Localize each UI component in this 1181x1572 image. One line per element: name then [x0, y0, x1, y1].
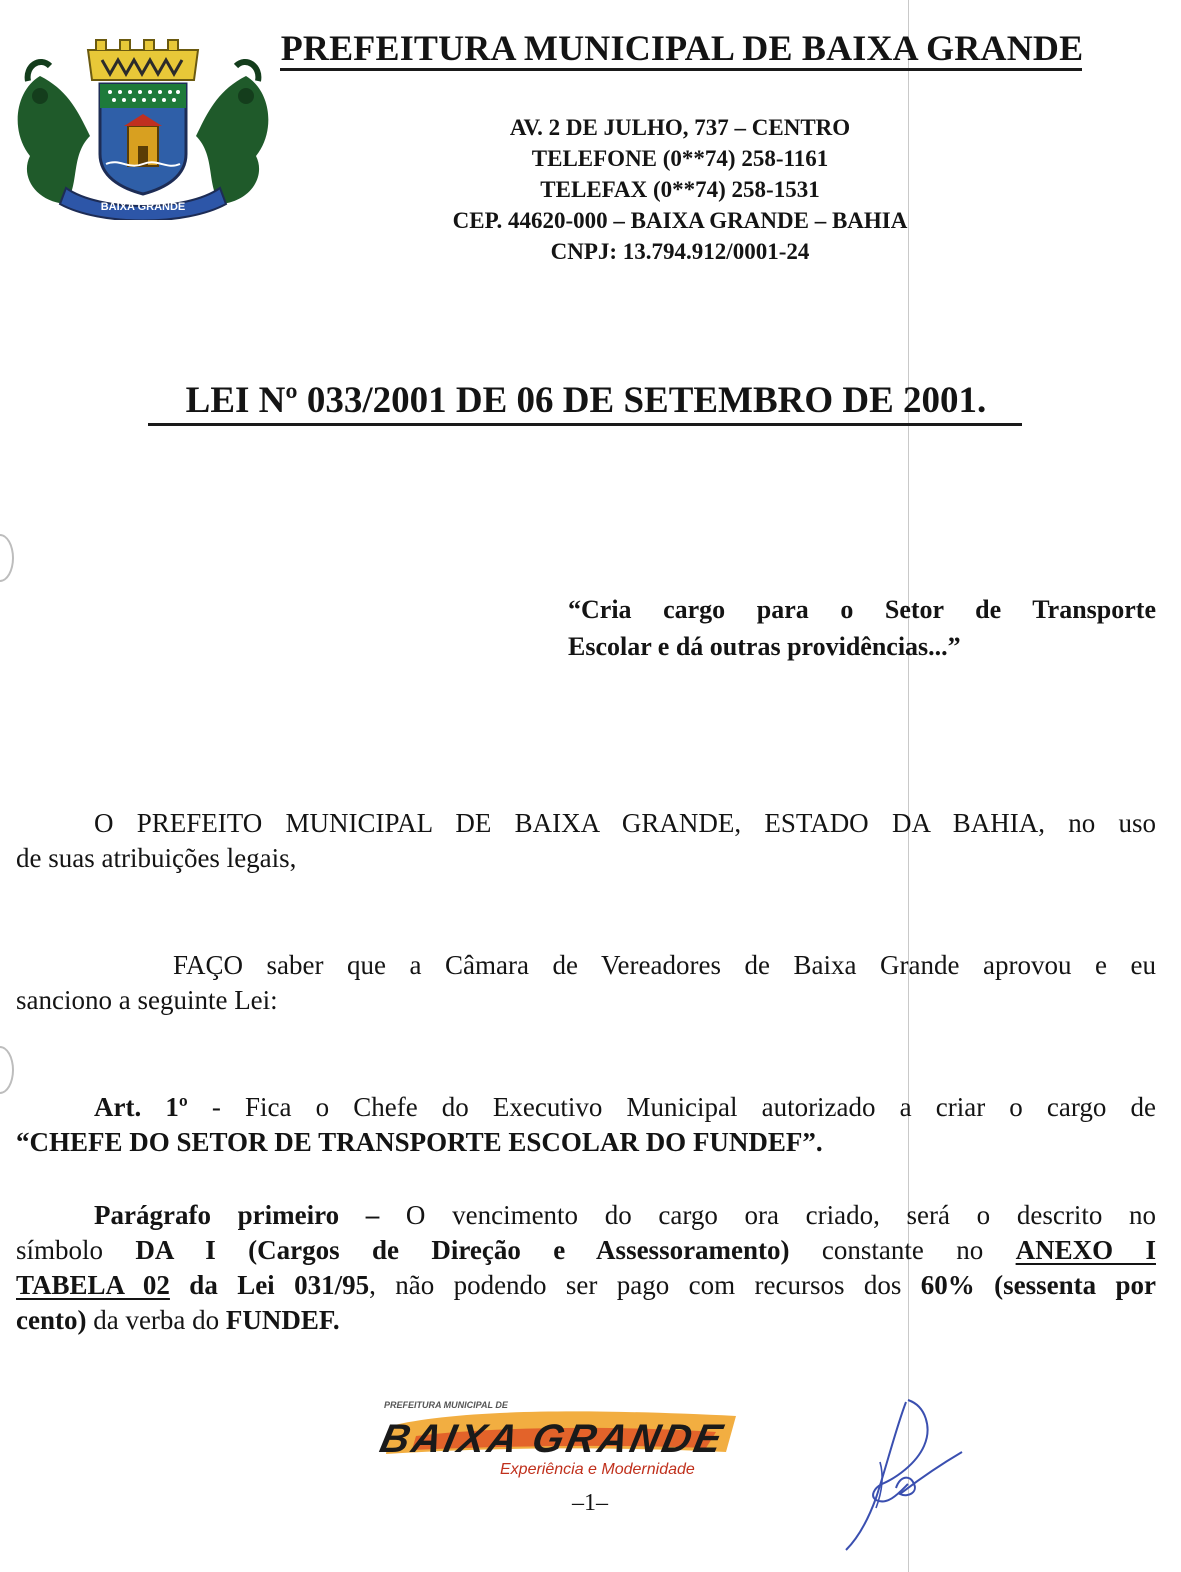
percentage-reference: cento) [16, 1305, 87, 1335]
paragraph-1-text: símbolo [16, 1235, 136, 1265]
law-title: LEI Nº 033/2001 DE 06 DE SETEMBRO DE 2001. [185, 380, 987, 421]
paragraph-1-text: , não podendo ser pago com recursos dos [369, 1270, 921, 1300]
annex-reference: ANEXO I [1015, 1235, 1156, 1265]
paragraph-1-text: O vencimento do cargo ora criado, será o descrito no [379, 1200, 1156, 1230]
fax-line: TELEFAX (0**74) 258-1531 [540, 177, 820, 202]
article-1 [16, 1090, 1156, 1160]
baixa-grande-logo-icon [376, 1396, 748, 1482]
page-number: –1– [572, 1490, 608, 1516]
crest-ribbon-text: BAIXA GRANDE [100, 201, 186, 213]
article-1-line [16, 1125, 1156, 1160]
enactment-line: sanciono a seguinte Lei: [16, 985, 278, 1015]
municipal-crest-icon [10, 36, 276, 220]
phone-line: TELEFONE (0**74) 258-1161 [531, 146, 829, 171]
logo-tagline-text: Experiência e Modernidade [500, 1461, 695, 1478]
paragraph-1 [16, 1198, 1156, 1338]
paragraph-1-line [16, 1303, 1156, 1338]
punch-hole [0, 1046, 14, 1094]
paragraph-1-label: Parágrafo primeiro – [94, 1200, 380, 1230]
enactment-paragraph [16, 948, 1156, 1018]
law-summary-line: Escolar e dá outras providências...” [568, 632, 961, 661]
law-summary-line: “Cria cargo para o Setor de Transporte [568, 595, 1156, 624]
preamble-line: O PREFEITO MUNICIPAL DE BAIXA GRANDE, ESTADO DA BAHIA, no uso [94, 808, 1156, 838]
logo-top-text: PREFEITURA MUNICIPAL DE [384, 1400, 508, 1410]
article-1-text: - Fica o Chefe do Executivo Municipal autorizado a criar o cargo de [187, 1092, 1156, 1122]
article-1-label: Art. 1º [94, 1092, 188, 1122]
preamble-paragraph [16, 806, 1156, 876]
signature-icon [836, 1388, 976, 1558]
enactment-line: FAÇO saber que a Câmara de Vereadores de Baixa Grande aprovou e eu [173, 950, 1156, 980]
address-line: AV. 2 DE JULHO, 737 – CENTRO [509, 115, 851, 140]
cep-line: CEP. 44620-000 – BAIXA GRANDE – BAHIA [452, 208, 908, 233]
law-summary [568, 591, 1156, 665]
law-reference: da Lei 031/95 [169, 1270, 370, 1300]
paragraph-1-text: constante no [789, 1235, 1016, 1265]
preamble-line: de suas atribuições legais, [16, 843, 297, 873]
paragraph-1-line [16, 1198, 1156, 1233]
logo-name-text: BAIXA GRANDE [376, 1415, 730, 1461]
header-underline [280, 68, 1082, 71]
paragraph-1-line [16, 1268, 1156, 1303]
article-1-cargo: “CHEFE DO SETOR DE TRANSPORTE ESCOLAR DO FUNDEF”. [16, 1127, 823, 1157]
cnpj-line: CNPJ: 13.794.912/0001-24 [550, 239, 810, 264]
article-1-line [16, 1090, 1156, 1125]
table-reference: TABELA 02 [16, 1270, 170, 1300]
fund-reference: FUNDEF. [225, 1305, 340, 1335]
law-title-underline [148, 423, 1022, 426]
paragraph-1-symbol: DA I (Cargos de Direção e Assessoramento) [135, 1235, 790, 1265]
paragraph-1-text: da verba do [86, 1305, 226, 1335]
paragraph-1-line [16, 1233, 1156, 1268]
punch-hole [0, 534, 14, 582]
header-title: PREFEITURA MUNICIPAL DE BAIXA GRANDE [280, 28, 1084, 68]
percentage-reference: 60% (sessenta por [920, 1270, 1156, 1300]
